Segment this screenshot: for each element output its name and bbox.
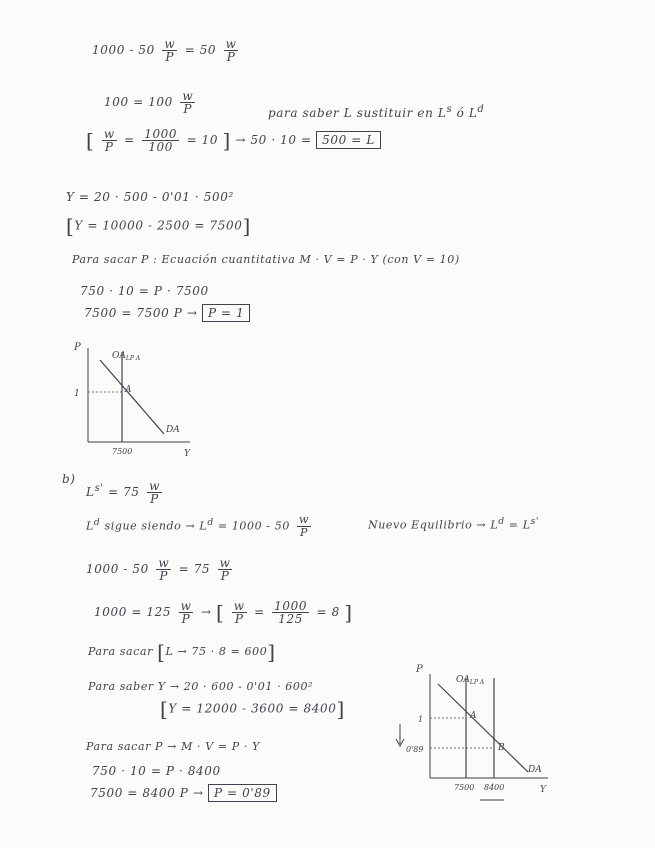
arrow-50-10: → 50 · 10 = [235, 133, 312, 147]
equation-b-1: $L^{s'} = 75$ $\frac{w}{P}$ [86, 479, 160, 506]
eq2-left: 100 = 100 [104, 95, 173, 109]
graph2-y-label: Y [540, 785, 546, 795]
equation-b-9: 750 · 10 = P · 8400 [92, 764, 221, 778]
graph-1-oa-da [60, 340, 200, 465]
equation-b-2: $L^d$ sigue siendo → $L^d = 1000 - 50$ $\frac{w}{P}$ [86, 513, 310, 539]
section-b-label: b) [62, 472, 76, 486]
boxed-result-P089: P = 0'89 [208, 784, 277, 802]
right-bracket: ] [222, 128, 231, 153]
equation-b-5: Para sacar [L → 75 · 8 = 600] [88, 640, 276, 664]
equation-y-1: Y = 20 · 500 - 0'01 · 500² [66, 190, 234, 204]
graph1-y-tick: 7500 [112, 447, 133, 456]
graph2-p-label: P [416, 664, 423, 675]
fraction-w-p-2: $\frac{w}{P}$ [225, 37, 237, 64]
ecuacion-cuantitativa: Para sacar P : Ecuación cuantitativa M · V = P · Y (con V = 10) [72, 253, 460, 266]
fraction-w-p-3: $\frac{w}{P}$ [182, 89, 194, 116]
equation-b-4: 1000 = 125 $\frac{w}{P}$ → [ $\frac{w}{P}$ = $\frac{1000}{125}$ = 8 ] [94, 599, 353, 626]
fraction-w-p-4: $\frac{w}{P}$ [103, 127, 115, 154]
equation-line-1 [92, 38, 241, 63]
equation-b-7: [Y = 12000 - 3600 = 8400] [160, 697, 345, 721]
left-bracket: [ [86, 128, 95, 153]
eq1-right: = 50 [184, 43, 217, 57]
graph1-point-a: A [125, 385, 132, 395]
equation-b-8: Para sacar P → M · V = P · Y [86, 740, 260, 753]
equation-b-10: 7500 = 8400 P → P = 0'89 [90, 786, 277, 800]
nuevo-equilibrio: Nuevo Equilibrio → $L^d = L^{s'}$ [368, 516, 540, 532]
boxed-result-P1: P = 1 [202, 304, 250, 322]
fraction-w-p: $\frac{w}{P}$ [164, 37, 176, 64]
graph1-p-tick: 1 [74, 389, 80, 399]
graph2-point-a: A [470, 711, 477, 721]
equation-line-2 [104, 90, 198, 115]
equation-b-3: 1000 - 50 $\frac{w}{P}$ = 75 $\frac{w}{P}$ [86, 556, 231, 583]
graph1-p-label: P [74, 342, 81, 353]
graph2-point-b: B [498, 743, 505, 753]
graph2-oa-label: $OA_{LP A}$ [456, 675, 485, 686]
equation-p-3: 7500 = 7500 P → P = 1 [84, 306, 250, 320]
equation-line-3: [ $\frac{w}{P}$ = $\frac{1000}{100}$ = 10 ] → 50 · 10 = 500 = L [86, 128, 381, 153]
equation-p-2: 750 · 10 = P · 7500 [80, 284, 209, 298]
graph2-y-tick-2: 8400 [484, 783, 505, 792]
graph2-y-tick-1: 7500 [454, 783, 475, 792]
graph1-y-label: Y [184, 449, 190, 459]
eq1-left: 1000 - 50 [92, 43, 155, 57]
graph2-p-tick-1: 1 [418, 715, 424, 724]
graph1-da-label: DA [166, 425, 180, 435]
boxed-result-L: 500 = L [316, 131, 381, 149]
graph1-oa-label: $OA_{LP A}$ [112, 351, 141, 362]
equation-y-2: [Y = 10000 - 2500 = 7500] [66, 214, 251, 238]
graph2-da-line [438, 684, 528, 772]
graph2-da-label: DA [528, 765, 542, 775]
fraction-1000-100: $\frac{1000}{100}$ [144, 127, 178, 154]
graph1-da-line [100, 360, 164, 434]
graph2-p-tick-2: 0'89 [406, 745, 424, 754]
note-sustituir: para saber L sustituir en $L^s$ ó $L^d$ [268, 104, 485, 120]
equation-b-6: Para saber Y → 20 · 600 - 0'01 · 600² [88, 680, 314, 693]
graph-2-oa-da [388, 660, 558, 810]
